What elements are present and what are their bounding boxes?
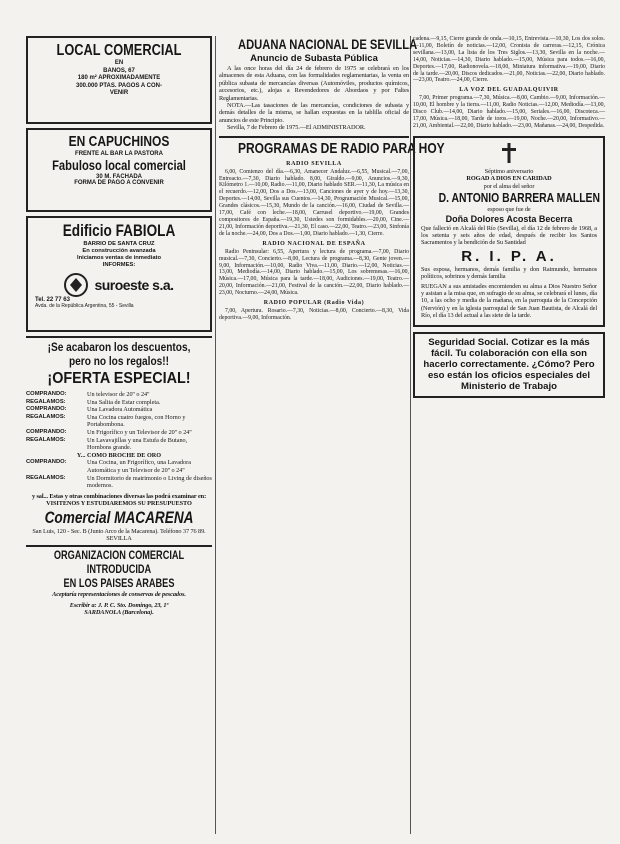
ad-lines: EN BANOS, 67 180 m² APROXIMADAMENTE 300.000 PTAS. PAGOS A CON- VENIR: [75, 60, 163, 96]
offer-row: [26, 459, 212, 474]
radio-title: PROGRAMAS DE RADIO PARA HOY: [238, 139, 445, 157]
ad-address: San Luis, 120 - Sec. B (Junto Arco de la Macarena). Teléfono 37 76 89. SEVILLA: [32, 527, 206, 542]
offer-row: [26, 414, 212, 429]
offer-row-value: Y... COMO BROCHE DE ORO: [76, 451, 162, 459]
obituary-notice: Séptimo aniversario ROGAD A DIOS EN CARIDAD por el alma del señor D. ANTONIO BARRERA MALLEN esposo que fue de Doña Dolores Acosta Becerra Que falleció en Alcalá del Río (Sevilla), el día 12 de febrero de 1968, a los setenta y seis años de edad, después de recibir los Santos Sacramentos y la bendición de Su Santidad R. I. P. A. Sus esposa, hermanos, demás familia y don Raimundo, hermanos políticos, sobrinos y demás familia RUEGAN a sus amistades encomienden su alma a Dios Nuestro Señor y asistan a la misa que, en sufragio de su alma, se celebrará el lunes, día 10, a las ocho y media de la mañana, en la parroquia de la Concepción (Nervión) y en la iglesia parroquial de San Juan Bautista, de Alcalá del Río, el día 13 del actual a las siete de la tarde.: [413, 136, 605, 327]
cross-icon: [502, 143, 516, 163]
offer-row-value: Un Frigorífico y un Televisor de 20'' o 24'': [87, 428, 192, 436]
notice-title: ADUANA NACIONAL DE SEVILLA: [238, 36, 418, 52]
column-rule: [215, 36, 216, 834]
ad-lines: BARRIO DE SANTA CRUZ En construcción avanzada Iniciamos ventas de inmediato INFORMES:: [76, 241, 162, 268]
radio-programs: [219, 136, 445, 322]
radio-station-heading: RADIO POPULAR (Radio Vida): [263, 300, 365, 307]
notice-signature: Sevilla, 7 de Febrero de 1975.—El ADMINISTRADOR.: [227, 124, 366, 132]
ad-line: FORMA DE PAGO A CONVENIR: [74, 180, 164, 186]
ad-intro: ¡Se acabaron los descuentos, pero no los regalos!!: [47, 342, 191, 368]
radio-schedule: Radio Peninsular: 6,55, Apertura y lectura de programa.—7,00, Diario musical.—7,30, Concierto.—8,00, Lectura de programa.—8,30, Gente joven.—9,00, Información.—10,00, Radio Viva.—11,00, Diario.—12,00, Noticias.—13,00, Mediodía.—14,00, Diario hablado.—15,00, Los sobremesas.—16,00, Música.—17,00, Música para la tarde.—18,00, Audiciones.—19,00, Teatro.—20,00, Información.—21,00, Festival de la canción.—22,00, Diario hablado.—23,00, Nocturno.—24,00, Música.: [219, 248, 409, 297]
offer-row-label: REGALAMOS:: [26, 398, 66, 405]
suroeste-logo-icon: [64, 273, 88, 297]
radio-and-obituary-column: [413, 36, 605, 836]
ad-title: LOCAL COMERCIAL: [56, 42, 182, 59]
ad-tail: y sal... Estas y otras combinaciones diversas las podrá examinar en:: [31, 492, 207, 500]
offer-row-label: REGALAMOS:: [26, 474, 66, 481]
offer-row-value: Un Dormitorio de matrimonio o Living de diseños modernos.: [87, 474, 212, 490]
offer-row-label: COMPRANDO:: [26, 391, 67, 397]
offer-row-label: COMPRANDO:: [26, 459, 67, 466]
notice-subtitle: Anuncio de Subasta Pública: [250, 53, 378, 64]
ad-line: 30 M. FACHADA: [95, 174, 142, 180]
brand-name: Comercial MACARENA: [44, 507, 194, 527]
ad-title: EN CAPUCHINOS: [68, 133, 170, 150]
offer-row: [26, 391, 212, 399]
radio-schedule: cadena.—9,15, Cierre grande de onda.—10,15, Entrevista.—10,30, Los dos solos.—11,00, Boletín de noticias.—12,00, Cronista de carreras.—12,15, Crónica sevillana.—13,00, La lista de los Tres Siglos.—13,30, Sevilla en la noche.—14,00, Noticias.—14,30, Diario hablado.—15,00, Música para todos.—16,00, Deportes.—17,00, Radionovela.—18,00, Miniatura informativa.—19,00, Diario de la tarde.—20,00, Discos dedicados.—21,00, Noticias.—22,00, Diario hablado.—23,00, Teatro.—24,00, Cierre.: [413, 36, 605, 84]
ad-title: Edificio FABIOLA: [62, 221, 176, 240]
offer-row-label: REGALAMOS:: [26, 436, 66, 443]
offer-list: [26, 391, 212, 490]
ad-oferta-especial: [26, 336, 212, 542]
ad-edificio-fabiola: [26, 216, 212, 332]
ad-local-comercial: [26, 36, 212, 124]
ad-capuchinos: [26, 128, 212, 212]
offer-row: [26, 475, 212, 490]
offer-row-label: COMPRANDO:: [26, 406, 67, 413]
classifieds-column: [26, 36, 212, 836]
ad-phone: Tel. 22 77 63: [35, 297, 70, 303]
suroeste-logo: suroeste s.a.: [31, 273, 207, 297]
offer-row: [26, 452, 212, 460]
offer-row: [26, 406, 212, 414]
seguridad-social-ad: Seguridad Social. Cotizar es la más fácil. Tu colaboración con ella son hacerlo correctamente. ¿Cómo? Pero eso están los oficios especiales del Ministerio de Trabajo: [413, 332, 605, 398]
aduana-notice: [219, 36, 418, 132]
offer-row-value: Una Cocina, un Frigorífico, una Lavadora Automática y un Televisor de 20'' o 24'': [87, 459, 191, 474]
offer-row-value: Una Cocina cuatro fuegos, con Horno y Portabombona.: [87, 413, 186, 429]
ad-headline: ¡OFERTA ESPECIAL!: [47, 370, 191, 387]
offer-row: [26, 437, 212, 452]
radio-schedule: 6,00, Comienzo del día.—6,30, Amanecer Andaluz.—6,55, Musical.—7,00, Entreacto.—7,30, Diario hablado. 8,00, Giraldo.—9,00, Anuncios.—9,30, Kilómetro 1.—10,00, Radio.—11,00, Diario hablado SER.—11,30, La música en el recuerdo.—12,00, Dos a Dos.—13,00, Canciones de ayer y de hoy.—13,30, Deportes.—14,00, Sevilla sus Cuentos.—14,30, Programación Musical.—15,00, Grandes clásicos.—15,30, Mundo de la canción.—16,00, Ciudad de Sevilla.—17,00, Café con leche.—18,00, Carrusel deportivo.—19,00, Grandes compositores de España.—19,30, Ustedes son formidables.—20,00, Cine.—21,00, Información deportiva.—21,30, El caso.—22,00, Teatro.—23,00, Sinfonía de la noche.—24,00, Dos a Dos.—1,00, Diario hablado.—1,30, Cierre.: [219, 168, 409, 237]
ad-address: Avda. de la República Argentina, 55 - Sevilla: [35, 303, 134, 309]
offer-row: [26, 399, 212, 407]
ripa: R. I. P. A.: [461, 247, 557, 265]
offer-row-label: COMPRANDO:: [26, 428, 67, 435]
radio-station-heading: RADIO SEVILLA: [286, 160, 342, 167]
notice-note: NOTA.—Las tasaciones de las mercancías, condiciones de subasta y demás detalles de la misma, se hallan expuestas en la tablilla oficial de anuncios de este Principio.: [219, 102, 409, 124]
notices-column: [219, 36, 445, 836]
deceased-name: D. ANTONIO BARRERA MALLEN: [438, 190, 600, 206]
radio-station-heading: RADIO NACIONAL DE ESPAÑA: [262, 240, 366, 247]
offer-row-value: Una Lavadora Automática: [87, 406, 153, 414]
radio-schedule: 7,00, Apertura. Rosario.—7,30, Noticias.—8,00, Concierto.—8,30, Vida deportiva.—9,00, Información.: [219, 308, 409, 321]
offer-row-value: Un Lavavajillas y una Estufa de Butano, Hornbons grande.: [87, 436, 188, 452]
offer-row: [26, 429, 212, 437]
radio-station-heading: LA VOZ DEL GUADALQUIVIR: [459, 87, 559, 94]
ad-line: FRENTE AL BAR LA PASTORA: [75, 151, 163, 157]
offer-row-value: Una Salita de Estar completa.: [87, 398, 161, 406]
notice-body: A las once horas del día 24 de febrero de 1975 se celebrará en los almacenes de esta Aduana, con las formalidades reglamentarias, la venta en pública subasta de mercancías diversas (Automóviles, productos químicos, accesorios, etc.), alojas a Revendedores de Abordaos y por Faltes Reglamentarias.: [219, 65, 409, 102]
offer-row-label: REGALAMOS:: [26, 413, 66, 420]
ad-tail: VISITENOS Y ESTUDIAREMOS SU PRESUPUESTO: [46, 500, 192, 508]
radio-schedule: 7,00, Primer programa.—7,30, Música.—8,00, Cambio.—9,00, Información.—10,00, El hombre y la tierra.—11,00, Radio Noticias.—12,00, Mediodía.—13,00, Disco Club.—14,00, Diario hablado.—15,00, Seriales.—16,00, Discoteca.—17,00, Música.—18,00, Tarde de toros.—19,00, Noche.—20,00, Informativo.—21,00, Ambiental.—22,00, Diario hablado.—23,00, Mañanas.—24,00, Despedida.: [413, 95, 605, 129]
offer-row-value: Un televisor de 20'' o 24'': [87, 391, 150, 398]
ad-organizacion: ORGANIZACION COMERCIAL INTRODUCIDA EN LOS PAISES ARABES Aceptaría representaciones de conservas de pescados. Escribir a: J. P. C. Sto. Domingo, 23, 1º SARDANOLA (Barcelona).: [26, 545, 212, 616]
ad-headline: Fabuloso local comercial: [52, 157, 186, 173]
